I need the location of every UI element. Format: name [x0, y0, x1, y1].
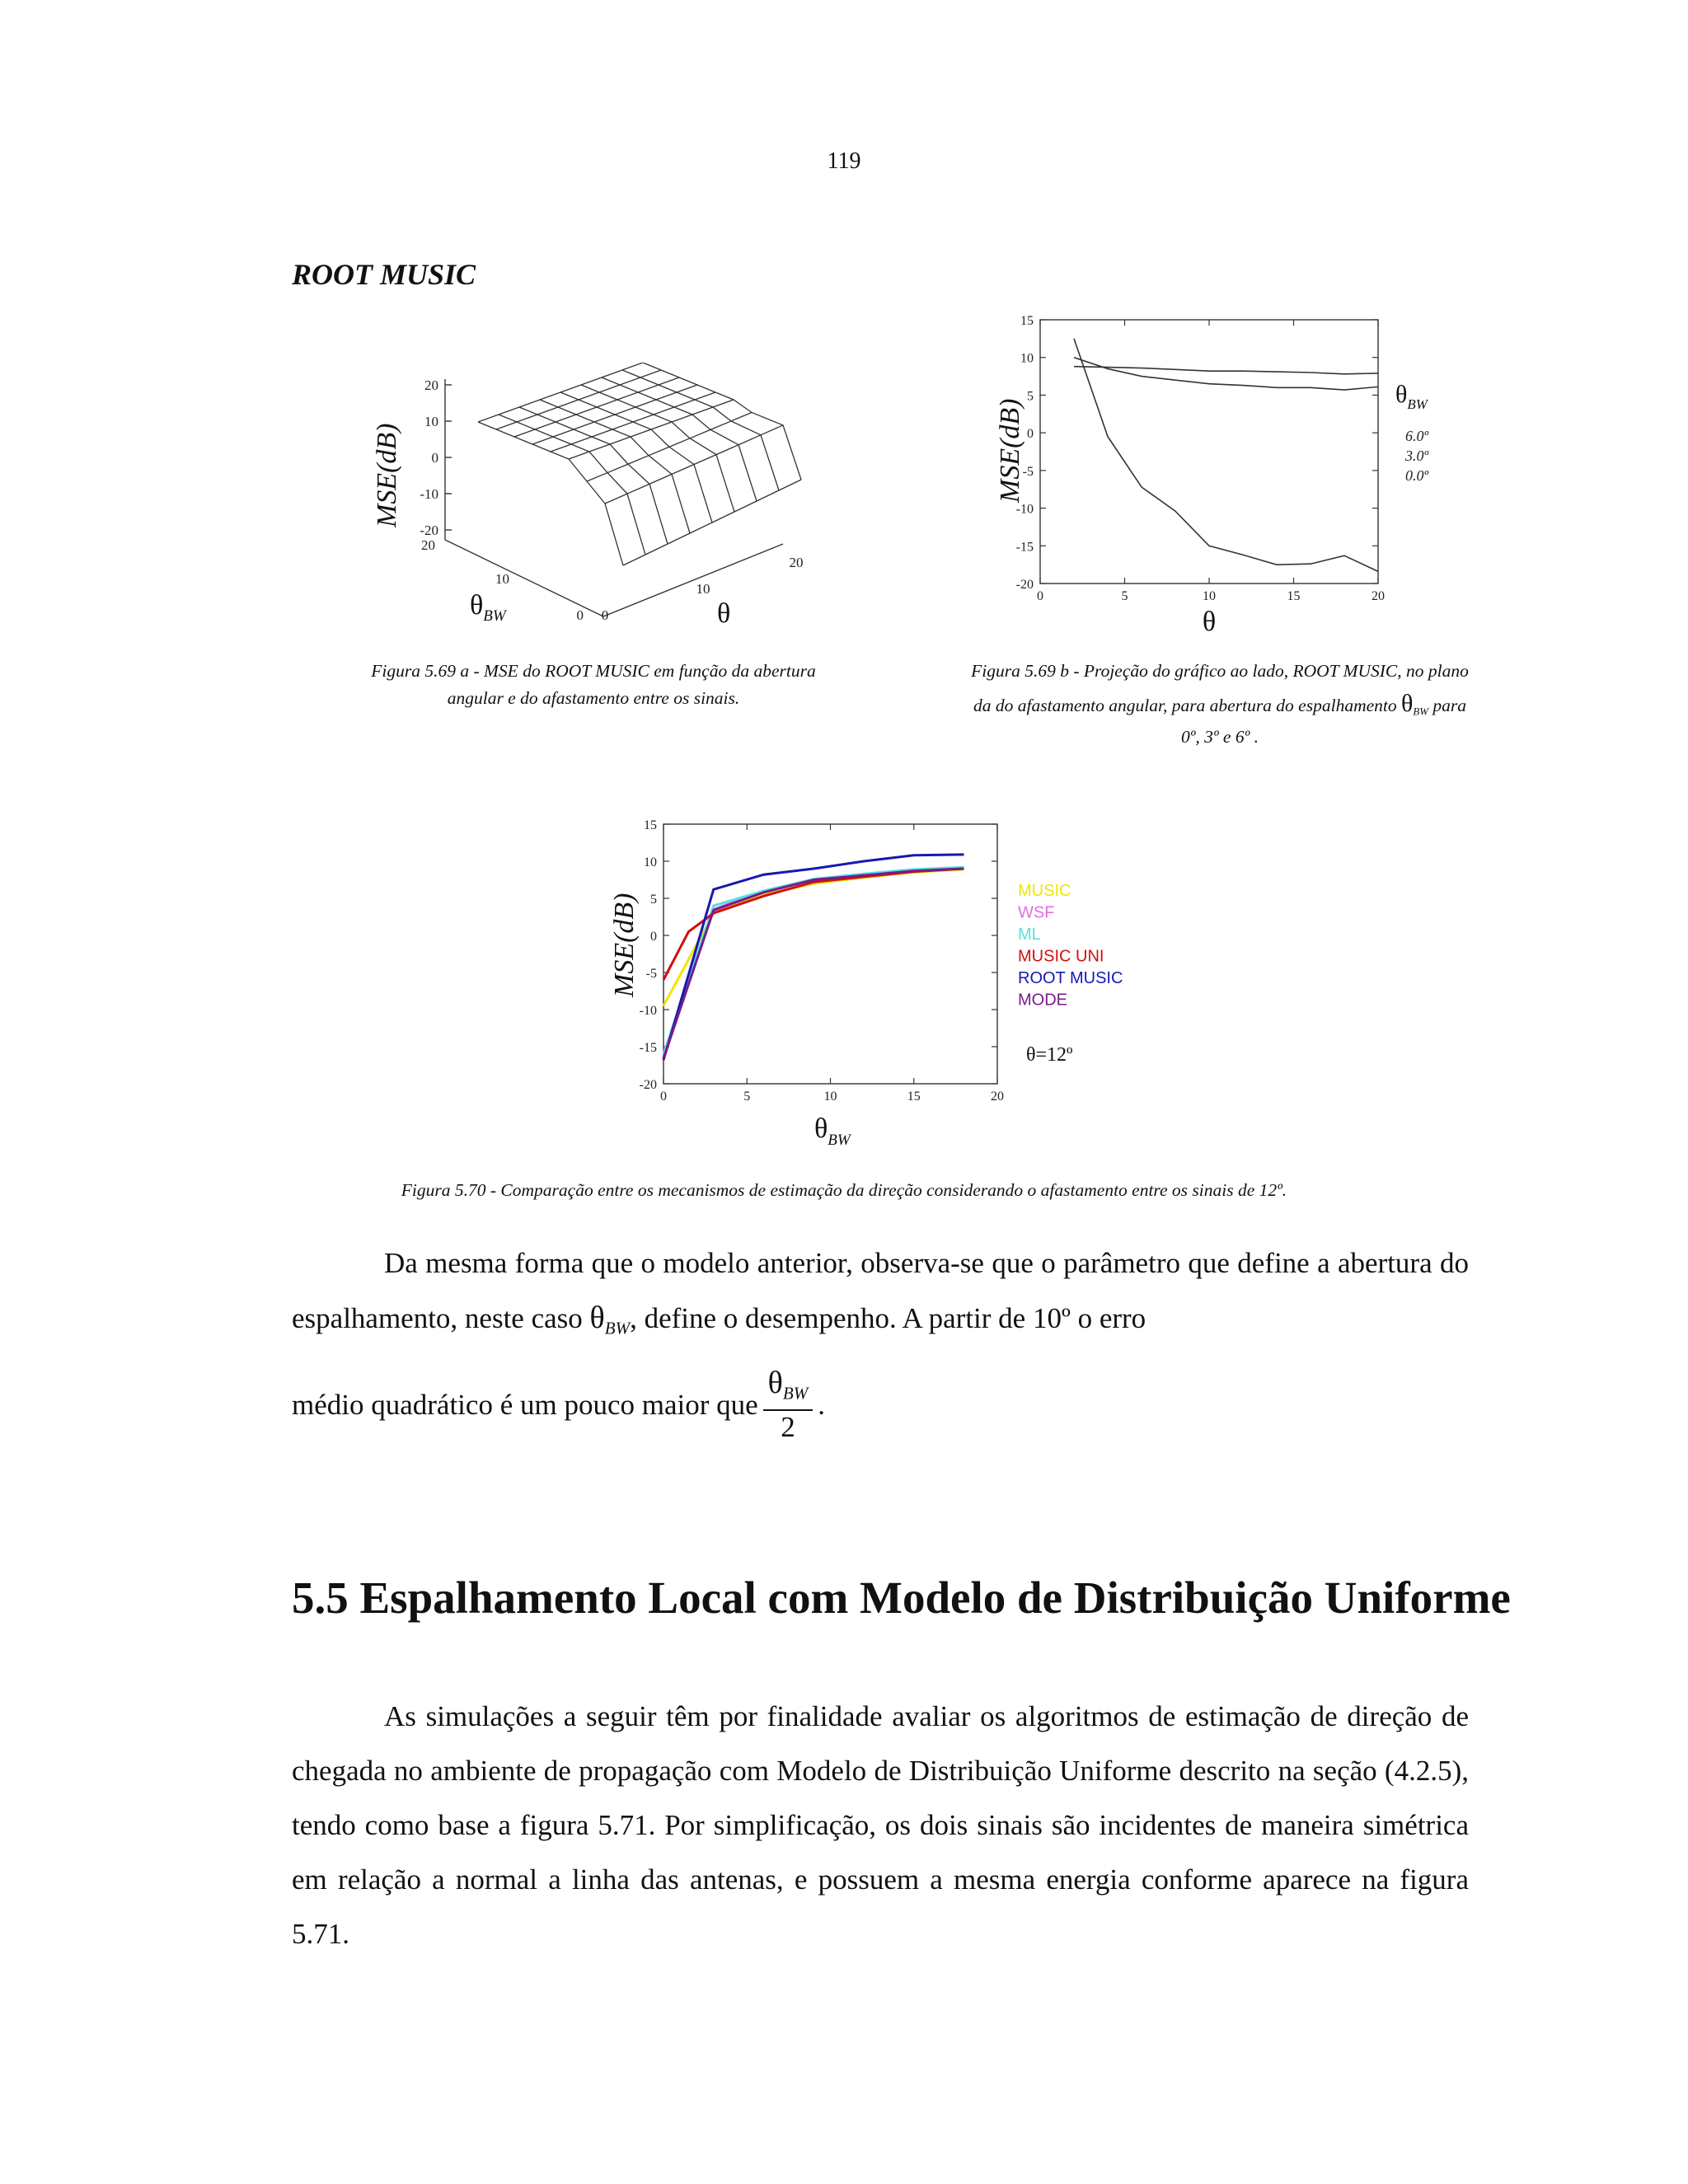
y-axis-label: MSE(dB): [609, 893, 640, 997]
section-label: ROOT MUSIC: [292, 258, 476, 291]
surface-mesh: [478, 363, 801, 565]
y-tick-label: -15: [639, 1041, 657, 1055]
series-line-music: [663, 869, 964, 1006]
caption-theta: θ: [1400, 690, 1414, 718]
series-line-wsf: [663, 869, 964, 1058]
theta-axis-line: [603, 544, 783, 616]
series-line-root-music: [663, 855, 964, 1060]
x-tick-label: 0: [1037, 589, 1043, 603]
theta-tick: 0: [601, 607, 609, 623]
y-tick-label: 10: [1020, 351, 1034, 366]
thetabw-tick: 20: [421, 537, 435, 553]
x-tick-label: 15: [1287, 589, 1301, 603]
caption-sub: BW: [1413, 705, 1428, 718]
x-tick-label: 20: [1372, 589, 1385, 603]
caption-line: 0º, 3º e 6º .: [1180, 726, 1259, 747]
paragraph-text: , define o desempenho. A partir de 10º o erro: [630, 1302, 1146, 1334]
theta-tick: 20: [789, 555, 804, 570]
legend-entry-music-uni: MUSIC UNI: [1018, 947, 1104, 966]
y-tick-label: 15: [644, 818, 657, 832]
legend-entry-root-music: ROOT MUSIC: [1018, 969, 1123, 987]
y-tick-label: 15: [1020, 314, 1034, 328]
plot-frame: [1040, 320, 1378, 583]
legend-entry-music: MUSIC: [1018, 882, 1071, 900]
mesh-line: [622, 370, 779, 490]
thetabw-axis-line: [445, 540, 603, 616]
x-tick-label: 0: [660, 1090, 667, 1104]
legend-entry-mode: MODE: [1018, 991, 1067, 1010]
series-line-ml: [663, 867, 964, 1054]
legend-entry: 6.0º: [1405, 428, 1429, 444]
y-tick-label: 0: [1027, 427, 1034, 442]
paragraph-text: Da mesma forma que o modelo anterior, observa-se que o parâmetro que define a abertura do espalhamento, neste caso: [292, 1247, 1469, 1334]
y-tick-label: -10: [639, 1004, 657, 1018]
page-number: 119: [827, 148, 861, 174]
y-tick-label: -10: [1015, 502, 1034, 517]
mesh-line: [499, 415, 645, 555]
mesh-line: [519, 407, 668, 544]
thetabw-axis-label: $\theta_{BW}$: [470, 590, 506, 625]
x-tick-label: 10: [823, 1090, 837, 1104]
theta-annotation: θ=12º: [1026, 1044, 1073, 1066]
y-tick-label: -5: [645, 967, 657, 981]
y-tick-label: 5: [1027, 389, 1034, 404]
caption-line: para: [1428, 696, 1466, 716]
inline-theta: θ: [589, 1301, 605, 1335]
legend-title: $\theta_{BW}$: [1395, 381, 1428, 412]
legend-entry: 3.0º: [1405, 448, 1429, 464]
paragraph-1-fraction-line: [292, 1366, 825, 1444]
section-heading: 5.5 Espalhamento Local com Modelo de Distribuição Uniforme: [292, 1572, 1511, 1623]
caption-line: Figura 5.69 b - Projeção do gráfico ao lado, ROOT MUSIC, no plano: [971, 661, 1469, 681]
z-tick: -20: [420, 523, 438, 538]
y-tick-label: 0: [650, 930, 657, 944]
caption-line: da do afastamento angular, para abertura do espalhamento: [973, 696, 1401, 716]
figure-5-69a-surface: [363, 363, 824, 635]
z-tick: 20: [424, 377, 438, 393]
z-tick: -10: [420, 486, 438, 502]
series-line-mode: [663, 869, 964, 1058]
figure-5-70-caption: Figura 5.70 - Comparação entre os mecanismos de estimação da direção considerando o afastamento entre os sinais de 12º.: [401, 1180, 1287, 1200]
x-tick-label: 20: [991, 1090, 1004, 1104]
x-tick-label: 5: [743, 1090, 751, 1104]
mesh-line: [478, 422, 623, 565]
paragraph-text: médio quadrático é um pouco maior que: [292, 1389, 758, 1422]
plot-frame: [663, 824, 997, 1084]
caption-line: Figura 5.69 a - MSE do ROOT MUSIC em função da abertura: [371, 661, 816, 681]
z-tick: 0: [431, 450, 438, 466]
fraction-sub: BW: [782, 1383, 809, 1404]
x-tick-label: 15: [907, 1090, 921, 1104]
fraction-theta: θ: [767, 1366, 783, 1400]
y-tick-label: -20: [639, 1078, 657, 1092]
theta-tick: 10: [696, 581, 710, 597]
y-tick-label: -15: [1015, 540, 1034, 555]
series-line-6-0-: [1074, 367, 1378, 374]
x-tick-label: 5: [1121, 589, 1128, 603]
y-tick-label: 10: [644, 855, 657, 869]
y-axis-label: MSE(dB): [995, 398, 1025, 503]
mesh-line: [643, 363, 801, 480]
fraction-denominator: 2: [781, 1411, 795, 1444]
mesh-line: [581, 385, 734, 512]
thetabw-tick: 0: [576, 607, 584, 623]
paragraph-text: .: [818, 1389, 825, 1422]
theta-axis-label: θ: [717, 598, 731, 629]
x-axis-label: θ: [1202, 607, 1217, 637]
y-tick-label: -5: [1022, 464, 1034, 479]
x-tick-label: 10: [1203, 589, 1216, 603]
figure-5-69a-caption: [313, 658, 874, 713]
y-tick-label: 5: [650, 893, 657, 907]
legend-entry: 0.0º: [1405, 467, 1429, 484]
x-axis-label: $\theta_{BW}$: [814, 1113, 851, 1149]
figure-5-70-chart: [593, 812, 1187, 1158]
y-tick-label: -20: [1015, 578, 1034, 592]
figure-5-69b-chart: [981, 305, 1475, 643]
paragraph-2: [292, 1690, 1469, 1961]
z-tick: 10: [424, 414, 438, 429]
figure-5-69b-caption: [907, 658, 1533, 751]
paragraph-text: As simulações a seguir têm por finalidade avaliar os algoritmos de estimação de direção de chegada no ambiente de propagação com Modelo de Distribuição Uniforme descrito na seção (4.2.5), tendo como base a figura 5.71. Por simplificação, os dois sinais são incidentes de maneira simétrica em relação a normal a linha das antenas, e possuem a mesma energia conforme aparece na figura 5.71.: [292, 1700, 1469, 1950]
paragraph-1: [292, 1236, 1469, 1355]
thetabw-tick: 10: [495, 571, 509, 587]
inline-sub: BW: [604, 1318, 631, 1338]
y-axis-label: MSE(dB): [372, 423, 402, 527]
fraction-theta-bw-over-2: [763, 1366, 814, 1444]
legend-entry-ml: ML: [1018, 926, 1041, 944]
legend-entry-wsf: WSF: [1018, 903, 1055, 922]
caption-line: angular e do afastamento entre os sinais.: [447, 688, 740, 709]
